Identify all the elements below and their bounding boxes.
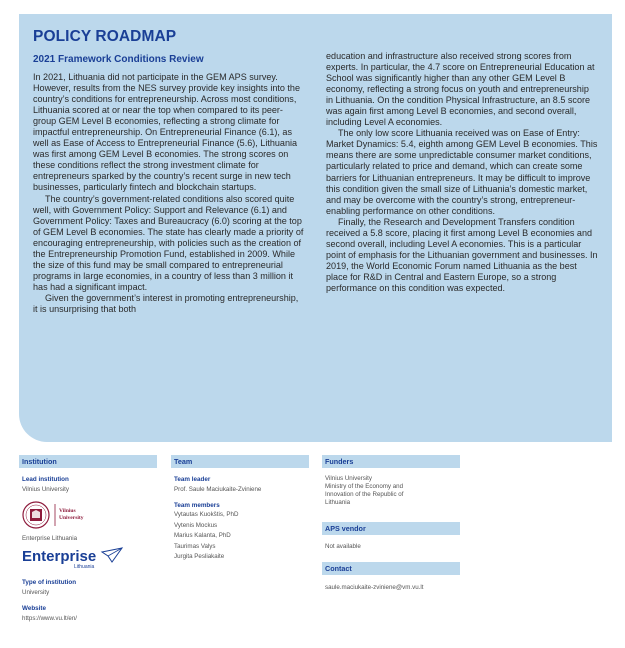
type-of-institution-value: University bbox=[22, 589, 50, 596]
vilnius-university-logo bbox=[22, 500, 92, 530]
team-member: Taurimas Valys bbox=[174, 542, 216, 550]
funder-line: Innovation of the Republic of bbox=[325, 491, 404, 498]
funders-list bbox=[325, 475, 403, 507]
body-column-right bbox=[326, 51, 598, 294]
section-subtitle: 2021 Framework Conditions Review bbox=[33, 54, 204, 65]
team-heading: Team bbox=[171, 455, 309, 468]
funder-line: Vilnius University bbox=[325, 475, 372, 482]
paragraph: Given the government’s interest in promoting entrepreneurship, it is unsurprising that both bbox=[33, 292, 299, 314]
team-member: Vytenis Mockus bbox=[174, 521, 218, 529]
funders-heading: Funders bbox=[322, 455, 460, 468]
team-members-label: Team members bbox=[174, 502, 220, 509]
paragraph: The only low score Lithuania received was on Ease of Entry: Market Dynamics: 5.4, eighth among GEM Level B economies. This means there are some unpredictable consumer market conditions, particularly related to price and demand, which can create some barriers for Lithuanian entrepreneurs. It may be difficult to improve this condition given the small size of Lithuania’s domestic market, and may be overcome with the country’s strong, entrepreneur-enabling performance on other conditions. bbox=[326, 128, 598, 216]
team-member: Marius Kalanta, PhD bbox=[174, 532, 231, 539]
policy-roadmap-panel bbox=[19, 14, 612, 442]
paragraph: In 2021, Lithuania did not participate in the GEM APS survey. However, results from the NES survey provide key insights into the country’s conditions for entrepreneurship. Across most conditions, Lithuania scored at or near the top when compared to its peer-group GEM Level B economies, reflecting a strong climate for impactful entrepreneurship. On Entrepreneurial Finance (6.1), as well as Ease of Access to Entrepreneurial Finance (5.6), Lithuania was first among GEM Level B economies. The strong scores on these conditions reflect the strong investment climate for entrepreneurs sparked by the country’s recent surge in new tech businesses, particularly fintech and blockchain startups. bbox=[33, 72, 300, 193]
vu-logo-text: Vilnius bbox=[59, 508, 76, 514]
funder-line: Ministry of the Economy and bbox=[325, 483, 404, 490]
website-label: Website bbox=[22, 605, 47, 612]
ent-logo-word: Enterprise bbox=[22, 548, 97, 565]
paragraph: The country’s government-related conditions also scored quite well, with Government Policy: Support and Relevance (6.1) and Government Policy: Taxes and Bureaucracy (6.0) scoring at the top of GEM Level B economies. The state has clearly made a priority of encouraging entrepreneurship, with policies such as the creation of the Entrepreneurship Promotion Fund, established in 2009. While the size of this fund may be small compared to entrepreneurial programs in large economies, in a country of less than 3 million it has had a significant impact. bbox=[33, 193, 304, 292]
paragraph: Finally, the Research and Development Transfers condition received a 5.8 score, placing it first among Level B economies and second overall, including Level A economies. This is a particular point of emphasis for the Lithuanian government and businesses. In 2019, the World Economic Forum named Lithuania as the best place for R&D in Central and Eastern Europe, so a strong performance on this condition was expected. bbox=[326, 216, 598, 293]
contact-heading: Contact bbox=[322, 562, 460, 575]
team-leader-label: Team leader bbox=[174, 476, 211, 483]
aps-vendor-heading: APS vendor bbox=[322, 522, 460, 535]
website-link[interactable]: https://www.vu.lt/en/ bbox=[22, 615, 78, 622]
institution-heading: Institution bbox=[19, 455, 157, 468]
page-title: POLICY ROADMAP bbox=[33, 28, 177, 45]
team-member: Jurgita Pesliakaite bbox=[174, 553, 225, 560]
ent-logo-sub: Lithuania bbox=[74, 564, 95, 570]
team-member: Vytautas Kuokštis, PhD bbox=[174, 511, 239, 518]
funder-line: Lithuania bbox=[325, 499, 351, 506]
paragraph: education and infrastructure also received strong scores from experts. In particular, the 4.7 score on Entrepreneurial Education at School was significantly higher than any other GEM Level B economy, reflecting a strong focus on youth and entrepreneurship in Lithuania. On the condition Physical Infrastructure, an 8.5 score was again first among Level B economies, and second overall, including Level A economies. bbox=[326, 51, 595, 128]
contact-email[interactable]: saule.maciukaite-zviniene@vm.vu.lt bbox=[325, 584, 424, 591]
partner-institution: Enterprise Lithuania bbox=[22, 535, 78, 542]
body-column-left bbox=[33, 72, 304, 315]
type-of-institution-label: Type of institution bbox=[22, 579, 77, 586]
aps-vendor-value: Not available bbox=[325, 543, 361, 550]
lead-institution-value: Vilnius University bbox=[22, 486, 69, 493]
vu-logo-text: University bbox=[59, 515, 84, 521]
enterprise-lithuania-logo bbox=[22, 546, 132, 570]
team-leader-value: Prof. Saule Maciukaite-Zviniene bbox=[174, 486, 262, 493]
lead-institution-label: Lead institution bbox=[22, 476, 69, 483]
team-members-list bbox=[174, 510, 238, 563]
